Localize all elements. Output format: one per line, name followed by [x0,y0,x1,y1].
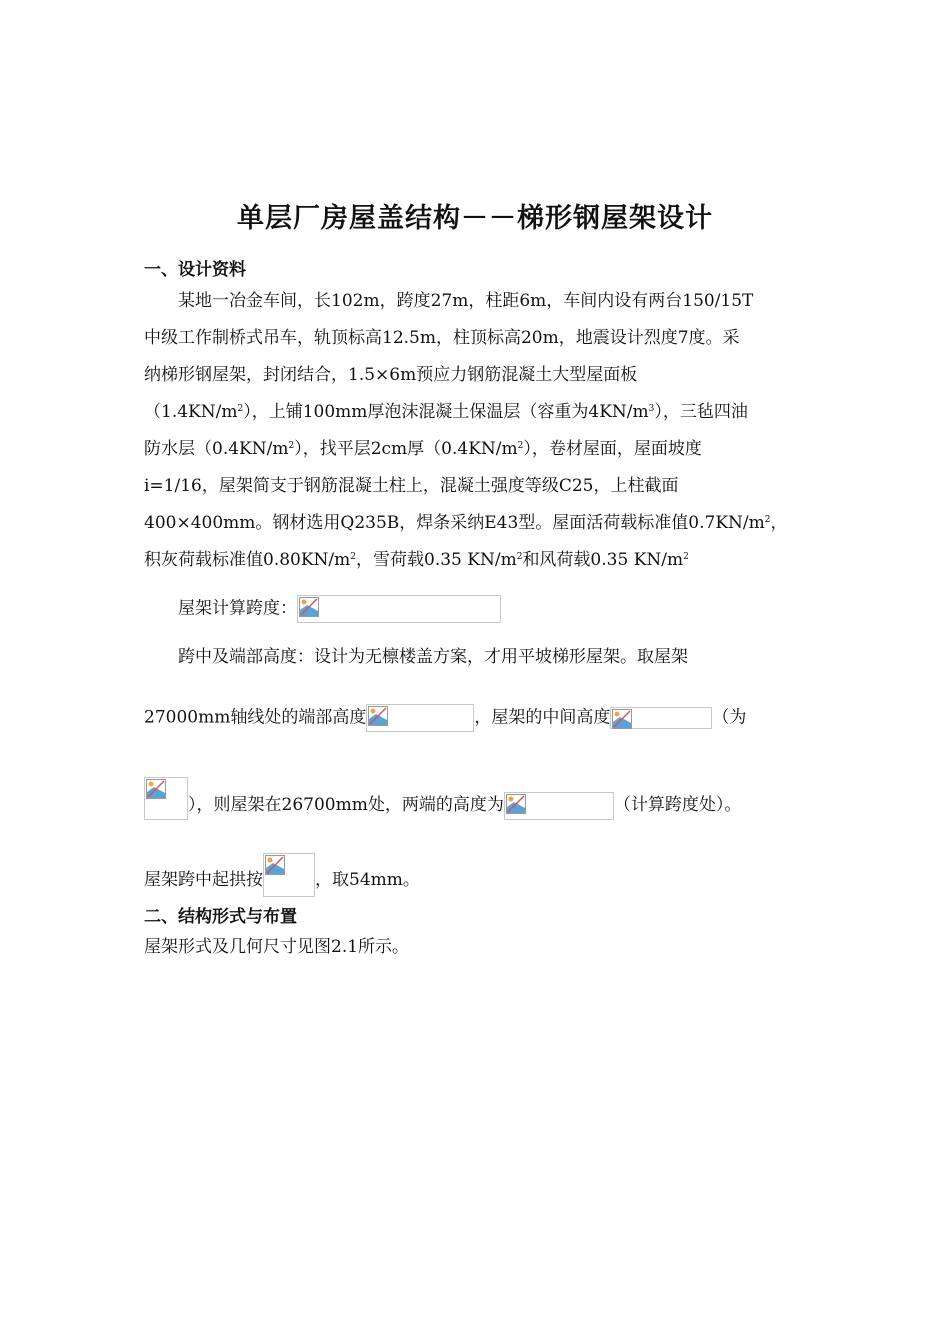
span-line [178,595,501,623]
paragraph-line-7 [144,511,788,535]
text-segment: ，屋架的中间高度 [474,707,611,728]
section-1-heading: 一、设计资料 [144,260,246,280]
text-segment: 积灰荷载标准值0.80KN/m [144,550,351,570]
section-2-heading: 二、结构形式与布置 [144,907,297,927]
broken-image-icon [366,704,474,732]
superscript: 2 [683,552,689,562]
paragraph-line-2: 中级工作制桥式吊车，轨顶标高12.5m，柱顶标高20m，地震设计烈度7度。采 [144,328,740,348]
text-segment: 防水层（0.4KN/m [144,439,289,459]
superscript: 2 [516,552,523,562]
text-segment: ），上铺100mm厚泡沫混凝土保温层（容重为4KN/m [243,402,649,422]
text-segment: （为 [712,707,747,728]
superscript: 2 [517,441,524,451]
superscript: 3 [648,404,655,414]
superscript: 2 [288,441,295,451]
text-segment: ， [770,513,788,533]
broken-image-icon [144,777,188,820]
superscript: 2 [350,552,357,562]
text-segment: ，雪荷载0.35 KN/m [356,550,517,570]
paragraph-line-6: i=1/16，屋架简支于钢筋混凝土柱上，混凝土强度等级C25，上柱截面 [144,476,679,496]
broken-image-icon [504,792,614,820]
text-segment: ），则屋架在26700mm处，两端的高度为 [188,795,504,815]
section-2-text: 屋架形式及几何尺寸见图2.1所示。 [144,937,410,957]
broken-image-icon [610,707,712,729]
paragraph-line-5 [144,437,702,461]
text-segment: ），三毡四油 [654,402,748,422]
text-segment: 27000mm轴线处的端部高度 [144,707,367,728]
height-intro-line: 跨中及端部高度：设计为无檩楼盖方案，才用平坡梯形屋架。取屋架 [178,647,688,667]
camber-line [144,853,420,897]
text-segment: 400×400mm。钢材选用Q235B，焊条采纳E43型。屋面活荷载标准值0.7KN/m [144,513,765,533]
span-label: 屋架计算跨度： [178,598,297,619]
superscript: 2 [764,515,771,525]
height-line-1 [144,704,746,732]
text-segment: （计算跨度处）。 [613,795,742,815]
text-segment: 和风荷载0.35 KN/m [522,550,684,570]
text-segment: ，取54mm。 [315,870,420,890]
text-segment: ），卷材屋面，屋面坡度 [523,439,702,459]
text-segment: ），找平层2cm厚（0.4KN/m [294,439,518,459]
paragraph-line-1: 某地一冶金车间，长102m，跨度27m，柱距6m，车间内设有两台150/15T [178,291,754,311]
paragraph-line-8 [144,548,689,572]
broken-image-icon [263,853,315,897]
text-segment: 屋架跨中起拱按 [144,870,263,890]
height-line-2 [144,777,741,820]
broken-image-icon [297,595,501,623]
text-segment: （1.4KN/m [144,402,238,422]
document-title: 单层厂房屋盖结构－－梯形钢屋架设计 [237,203,713,234]
paragraph-line-4 [144,400,748,424]
superscript: 2 [237,404,244,414]
paragraph-line-3: 纳梯形钢屋架，封闭结合，1.5×6m预应力钢筋混凝土大型屋面板 [144,365,638,385]
